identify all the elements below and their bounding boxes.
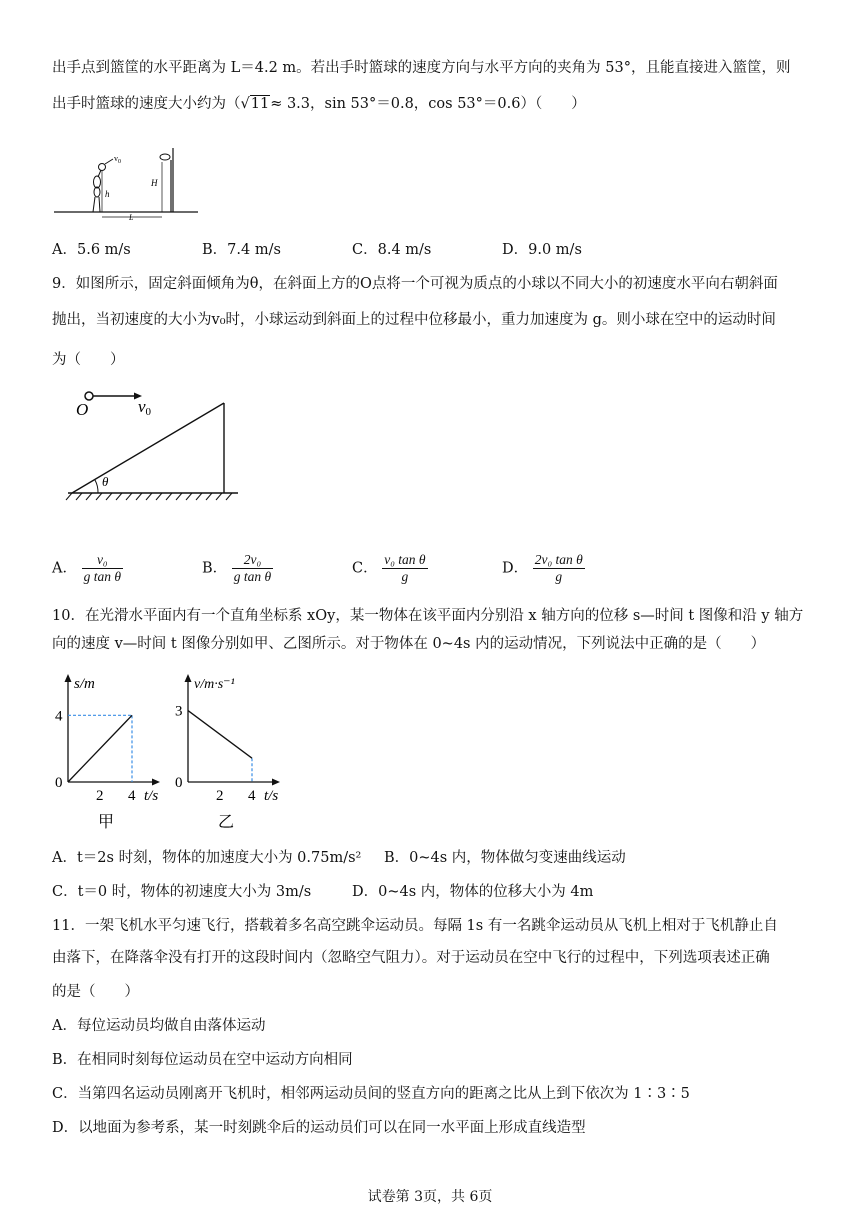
q11-option-b[interactable]: B．在相同时刻每位运动员在空中运动方向相同: [52, 1052, 353, 1068]
chart-jia-origin: 0: [55, 775, 63, 791]
fig-L-label: L: [129, 213, 134, 222]
q8-line-1: 出手点到篮筐的水平距离为 L＝4.2 m。若出手时篮球的速度方向与水平方向的夹角为 53°，且能直接进入篮筐，则: [52, 60, 791, 76]
chart-jia-series-line: [68, 715, 132, 782]
chart-yi-ytick-3: 3: [175, 703, 183, 720]
q9-line-3: 为（ ）: [52, 352, 125, 368]
chart-jia-xlabel: t/s: [144, 788, 159, 804]
q8-basketball-figure: [54, 140, 204, 220]
q9-option-b[interactable]: B． $\frac{\text{2v₀}}{\text{g tan θ}}$: [202, 552, 272, 584]
q8-line-2-pre: 出手时篮球的速度大小约为（: [52, 96, 241, 112]
q9-line-1: 9．如图所示，固定斜面倾角为θ，在斜面上方的O点将一个可视为质点的小球以不同大小的初速度水平向右朝斜面: [52, 276, 778, 292]
fig-v0-label: $v_0$: [114, 154, 121, 165]
sqrt-expression: √11: [240, 96, 270, 112]
fig-H-label: H: [151, 178, 158, 188]
chart-jia-ytick-4: 4: [55, 708, 63, 725]
q10-option-d[interactable]: D．0~4s 内，物体的位移大小为 4m: [352, 884, 594, 900]
q11-line-3: 的是（ ）: [52, 984, 139, 1000]
fig-O-label: O: [76, 400, 89, 419]
chart-yi-xtick-2: 2: [216, 788, 224, 804]
q8-option-b[interactable]: B．7.4 m/s: [202, 242, 281, 258]
q11-option-d[interactable]: D．以地面为参考系，某一时刻跳伞后的运动员们可以在同一水平面上形成直线造型: [52, 1120, 586, 1136]
q11-line-2: 由落下，在降落伞没有打开的这段时间内（忽略空气阻力）。对于运动员在空中飞行的过程中，下列选项表述正确: [52, 950, 770, 966]
chart-yi-title: 乙: [218, 814, 235, 831]
sqrt-arg: 11: [250, 96, 270, 112]
chart-jia: [52, 672, 172, 832]
chart-yi-origin: 0: [175, 775, 183, 791]
chart-jia-xtick-2: 2: [96, 788, 104, 804]
q8-option-d[interactable]: D．9.0 m/s: [502, 242, 582, 258]
q8-line-2: [52, 94, 586, 114]
chart-yi-xlabel: t/s: [264, 788, 279, 804]
q9-line-2: 抛出，当初速度的大小为v₀时，小球运动到斜面上的过程中位移最小，重力加速度为 g。则小球在空中的运动时间: [52, 312, 776, 328]
q11-option-a[interactable]: A．每位运动员均做自由落体运动: [52, 1018, 266, 1034]
q9-option-c[interactable]: C． $\frac{\text{v₀ tan θ}}{g}$: [352, 552, 426, 584]
q10-option-b[interactable]: B．0~4s 内，物体做匀变速曲线运动: [384, 850, 626, 866]
q10-line-2: 向的速度 v—时间 t 图像分别如甲、乙图所示。对于物体在 0~4s 内的运动情况，下列说法中正确的是（ ）: [52, 636, 766, 652]
q8-line-2-post: ≈ 3.3，sin 53°＝0.8，cos 53°＝0.6）（ ）: [270, 96, 586, 112]
q11-line-1: 11．一架飞机水平匀速飞行，搭载着多名高空跳伞运动员。每隔 1s 有一名跳伞运动员从飞机上相对于飞机静止自: [52, 918, 778, 934]
fig-v0-label-q9: v0: [138, 397, 152, 418]
q8-option-c[interactable]: C．8.4 m/s: [352, 242, 432, 258]
chart-jia-ylabel: s/m: [74, 676, 95, 692]
q10-option-a[interactable]: A．t＝2s 时刻，物体的加速度大小为 0.75m/s²: [52, 850, 362, 866]
chart-jia-xtick-4: 4: [128, 788, 136, 804]
q10-option-c[interactable]: C．t＝0 时，物体的初速度大小为 3m/s: [52, 884, 312, 900]
fig-theta-label: θ: [102, 474, 109, 489]
chart-yi-ylabel: v/m·s⁻¹: [194, 677, 235, 692]
page-footer: 试卷第 3页，共 6页: [367, 1189, 493, 1205]
q9-option-d[interactable]: D． $\frac{\text{2v₀ tan θ}}{g}$: [502, 552, 583, 584]
chart-jia-title: 甲: [98, 814, 115, 831]
q11-option-c[interactable]: C．当第四名运动员刚离开飞机时，相邻两运动员间的竖直方向的距离之比从上到下依次为 1∶3∶5: [52, 1086, 690, 1102]
q8-option-a[interactable]: A．5.6 m/s: [52, 242, 131, 258]
fig-h-label: h: [105, 189, 110, 199]
chart-yi: [172, 672, 292, 832]
chart-yi-series-line: [188, 711, 252, 759]
chart-yi-xtick-4: 4: [248, 788, 256, 804]
q9-option-a[interactable]: A． $\frac{\text{v₀}}{\text{g tan θ}}$: [52, 552, 121, 584]
q9-incline-figure: [58, 388, 258, 500]
q10-line-1: 10．在光滑水平面内有一个直角坐标系 xOy，某一物体在该平面内分别沿 x 轴方向的位移 s—时间 t 图像和沿 y 轴方: [52, 608, 804, 624]
